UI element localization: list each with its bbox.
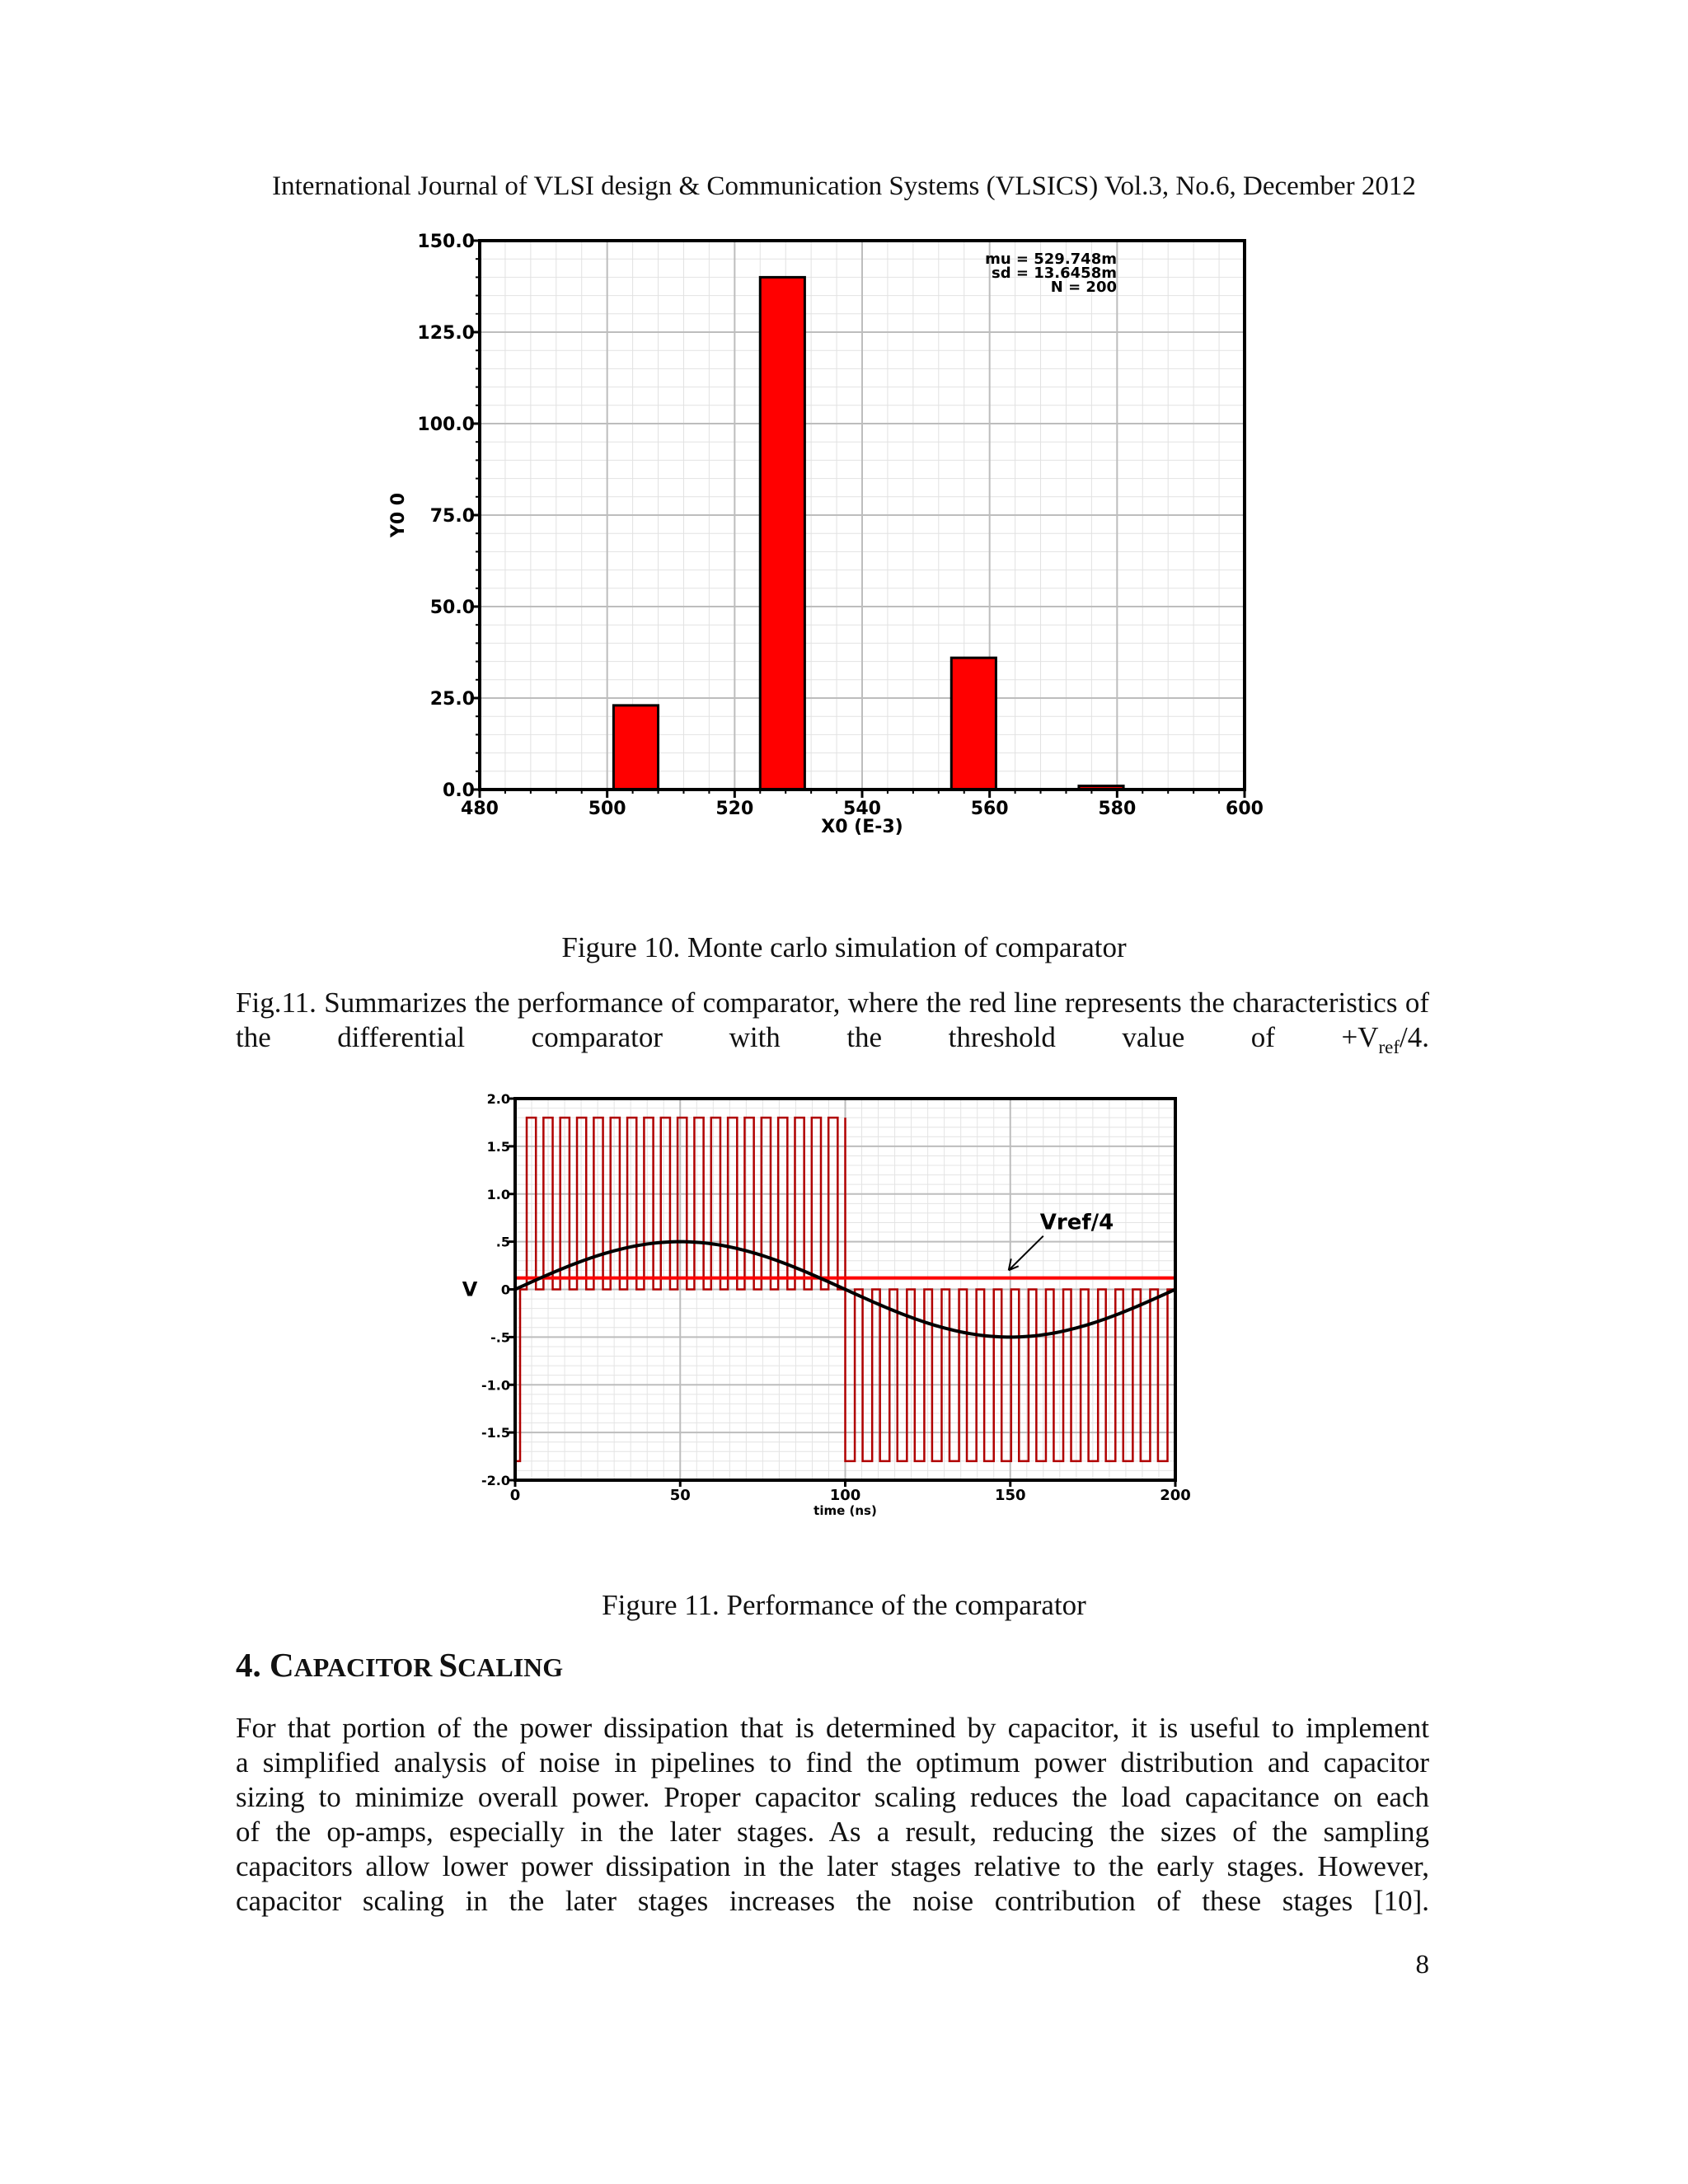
paragraph-text-a: Fig.11. Summarizes the performance of comparator, where the red line represents the characteristics of the differential comparator with the threshold value of +V <box>236 987 1429 1053</box>
y-tick-label: 150.0 <box>417 232 475 252</box>
histogram-bar <box>760 277 804 790</box>
figure-10-chart <box>379 223 1286 865</box>
paragraph-line: capacitor scaling in the later stages increases the noise contribution of these stages [10]. <box>236 1885 1429 1917</box>
figure-11-caption: Figure 11. Performance of the comparator <box>602 1589 1086 1621</box>
figure-11 <box>445 1080 1236 1541</box>
paragraph-figure-11-intro <box>236 986 1429 1065</box>
y-tick-label: 125.0 <box>417 323 475 344</box>
x-tick-label: 200 <box>1160 1487 1191 1504</box>
y-axis-label: Y0 0 <box>388 492 409 538</box>
x-axis-label: X0 (E-3) <box>821 817 903 837</box>
running-header: International Journal of VLSI design & Communication Systems (VLSICS) Vol.3, No.6, December 2012 <box>272 171 1416 201</box>
y-tick-label: .5 <box>495 1234 510 1250</box>
annotation-label: Vref/4 <box>1039 1210 1114 1235</box>
paragraph-text-b: /4. <box>1400 1021 1429 1053</box>
section-rest-2: CALING <box>457 1652 564 1682</box>
x-axis-label: time (ns) <box>814 1503 877 1518</box>
paragraph-line: a simplified analysis of noise in pipelines to find the optimum power distribution and capacitor <box>236 1746 1429 1779</box>
figure-10-caption: Figure 10. Monte carlo simulation of comparator <box>561 931 1127 963</box>
section-cap-s: S <box>438 1646 458 1684</box>
paragraph-line: sizing to minimize overall power. Proper capacitor scaling reduces the load capacitance on each <box>236 1781 1429 1813</box>
x-tick-label: 480 <box>461 799 499 819</box>
y-tick-label: 25.0 <box>429 689 475 710</box>
y-tick-label: 2.0 <box>486 1091 510 1107</box>
histogram-bar <box>951 658 996 790</box>
y-tick-label: 1.5 <box>486 1138 510 1155</box>
y-tick-label: 100.0 <box>417 415 475 435</box>
histogram-bar <box>613 705 658 790</box>
paragraph-line: capacitors allow lower power dissipation in the later stages relative to the early stages. However, <box>236 1850 1429 1882</box>
page-number: 8 <box>1415 1950 1429 1980</box>
x-tick-label: 50 <box>669 1487 691 1504</box>
section-number: 4. <box>236 1646 270 1684</box>
y-tick-label: 50.0 <box>429 598 475 618</box>
paragraph-line: of the op-amps, especially in the later stages. As a result, reducing the sizes of the sampling <box>236 1816 1429 1848</box>
y-tick-label: 1.0 <box>486 1186 510 1202</box>
x-tick-label: 0 <box>509 1487 521 1504</box>
paragraph-capacitor-scaling <box>236 1711 1429 1919</box>
y-tick-label: -.5 <box>490 1329 510 1346</box>
y-tick-label: 0 <box>500 1282 510 1298</box>
x-tick-label: 560 <box>970 799 1009 819</box>
y-tick-label: -1.5 <box>481 1425 510 1441</box>
subscript-ref: ref <box>1378 1037 1400 1057</box>
y-tick-label: -2.0 <box>481 1473 510 1488</box>
figure-11-chart <box>445 1080 1236 1541</box>
x-tick-label: 500 <box>588 799 626 819</box>
x-tick-label: 520 <box>715 799 754 819</box>
stats-text: N = 200 <box>1050 279 1117 296</box>
stats-text: mu = 529.748m <box>985 251 1117 268</box>
x-tick-label: 540 <box>843 799 881 819</box>
x-tick-label: 150 <box>994 1487 1026 1504</box>
stats-text: sd = 13.6458m <box>992 265 1117 282</box>
x-tick-label: 600 <box>1226 799 1264 819</box>
section-cap-c: C <box>270 1646 294 1684</box>
section-rest-1: APACITOR <box>293 1652 439 1682</box>
x-tick-label: 100 <box>829 1487 861 1504</box>
y-tick-label: 75.0 <box>429 506 475 527</box>
y-tick-label: -1.0 <box>481 1377 510 1394</box>
section-heading <box>236 1645 563 1685</box>
figure-10 <box>379 223 1286 865</box>
y-tick-label: 0.0 <box>443 780 475 801</box>
y-axis-label: V <box>462 1277 478 1301</box>
x-tick-label: 580 <box>1098 799 1137 819</box>
paragraph-line: For that portion of the power dissipation that is determined by capacitor, it is useful to implement <box>236 1712 1429 1744</box>
